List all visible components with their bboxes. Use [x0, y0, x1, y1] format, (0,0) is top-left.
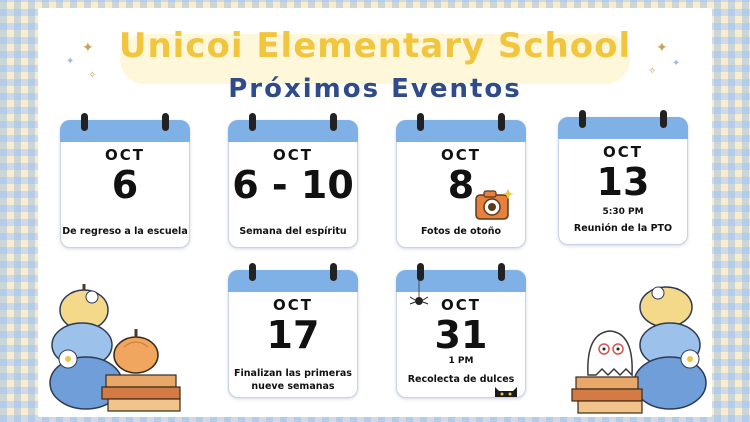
event-day: 17: [266, 313, 320, 357]
event-month: OCT: [273, 296, 313, 314]
camera-icon: [473, 185, 515, 225]
event-label-line2: nueve semanas: [251, 381, 335, 392]
sparkle-icon: ✦: [66, 56, 75, 67]
event-label: Semana del espíritu: [239, 226, 347, 237]
event-day: 13: [596, 160, 650, 204]
event-card: [558, 117, 688, 245]
event-month: OCT: [105, 146, 145, 164]
binder-ring: [249, 113, 256, 131]
binder-ring: [579, 110, 586, 128]
event-card: [228, 120, 358, 248]
event-day: 6: [111, 163, 139, 207]
event-label-line1: Finalizan las primeras: [234, 368, 352, 379]
pumpkin-stack-decoration: [48, 275, 198, 415]
event-month: OCT: [441, 296, 481, 314]
page-title: Unicoi Elementary School: [118, 26, 632, 66]
pumpkin-icon: [114, 329, 158, 373]
event-day: 31: [434, 313, 488, 357]
sparkle-icon: ✧: [648, 66, 657, 77]
event-label: De regreso a la escuela: [62, 226, 188, 237]
event-label: Reunión de la PTO: [573, 223, 673, 234]
event-month: OCT: [441, 146, 481, 164]
binder-ring: [417, 113, 424, 131]
books-icon: [572, 377, 642, 413]
event-day: 8: [447, 163, 475, 207]
event-card: [228, 270, 358, 398]
sparkle-icon: ✧: [88, 70, 97, 81]
event-time: 5:30 PM: [602, 207, 644, 217]
sparkle-icon: ✦: [656, 40, 668, 56]
page-subtitle: Próximos Eventos: [228, 74, 522, 104]
binder-ring: [498, 263, 505, 281]
event-card: [396, 270, 526, 398]
event-time: 1 PM: [448, 356, 474, 366]
binder-ring: [162, 113, 169, 131]
cat-icon: [493, 383, 519, 397]
binder-ring: [660, 110, 667, 128]
event-label: Fotos de otoño: [420, 226, 502, 237]
ghost-icon: [588, 331, 632, 375]
binder-ring: [330, 113, 337, 131]
card-header: [228, 120, 358, 142]
event-month: OCT: [273, 146, 313, 164]
binder-ring: [330, 263, 337, 281]
binder-ring: [249, 263, 256, 281]
event-card: [60, 120, 190, 248]
event-month: OCT: [603, 143, 643, 161]
sparkle-icon: ✦: [672, 58, 681, 69]
ghost-pumpkin-decoration: [566, 275, 716, 415]
binder-ring: [81, 113, 88, 131]
card-header: [60, 120, 190, 142]
binder-ring: [498, 113, 505, 131]
card-header: [396, 120, 526, 142]
event-card: [396, 120, 526, 248]
pumpkin-icon: [634, 287, 706, 409]
card-header: [558, 117, 688, 139]
event-day: 6 - 10: [232, 163, 354, 207]
books-icon: [102, 375, 180, 411]
event-label: Recolecta de dulces: [407, 374, 515, 385]
card-header: [228, 270, 358, 292]
sparkle-icon: ✦: [82, 40, 94, 56]
